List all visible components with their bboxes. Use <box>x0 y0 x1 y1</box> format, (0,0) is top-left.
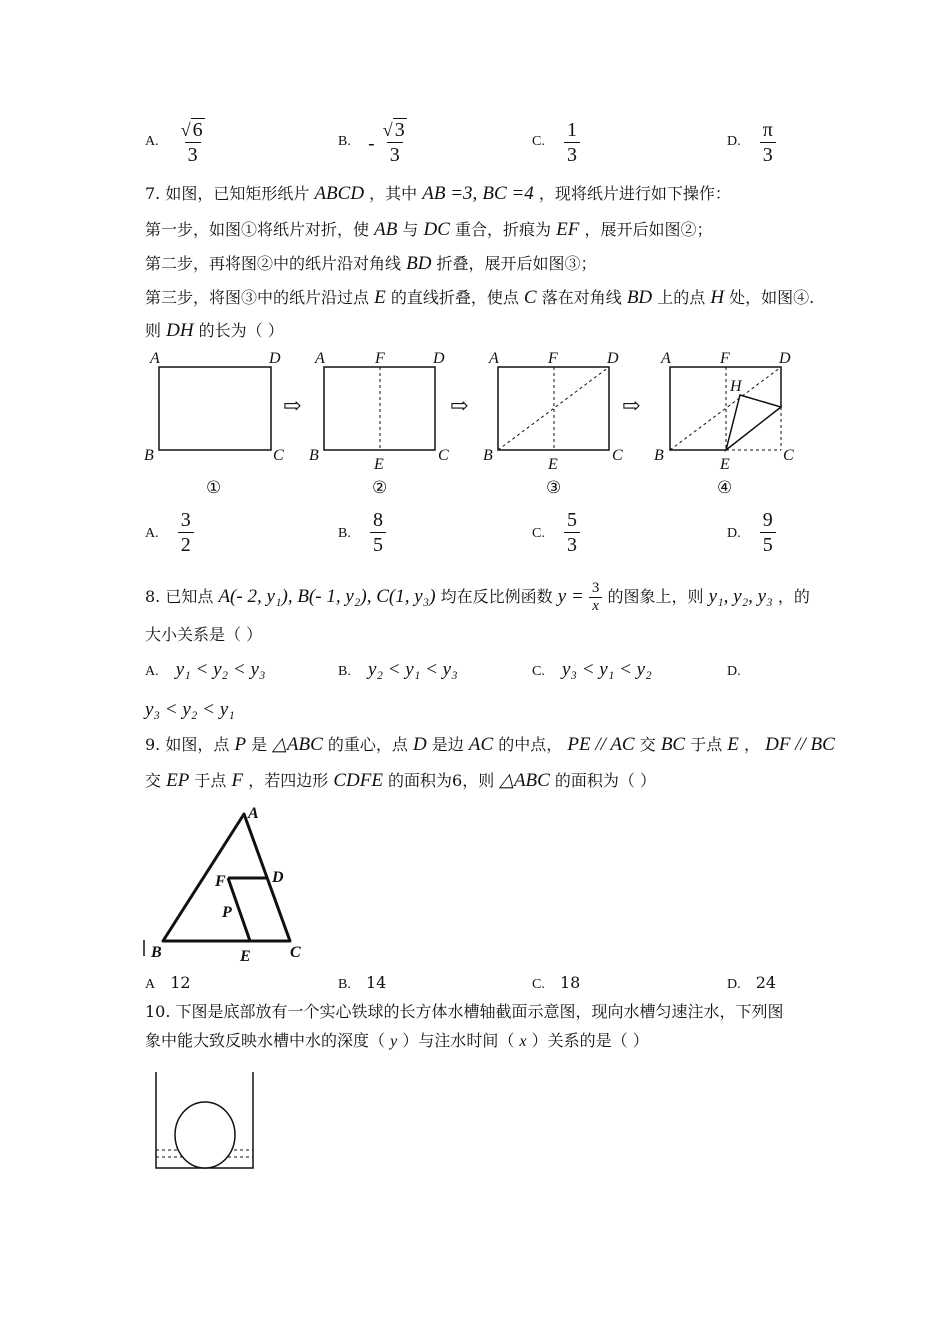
text: 第一步，如图①将纸片对折，使 <box>145 220 370 239</box>
math: D <box>412 734 427 755</box>
right-arrow-icon: ⇨ <box>283 393 302 418</box>
text: 是边 <box>431 735 464 754</box>
fraction <box>370 508 386 557</box>
label-f: F <box>215 873 226 890</box>
text: 9. 如图，点 <box>145 735 230 754</box>
label-d: D <box>433 350 445 367</box>
label-f: F <box>375 350 385 367</box>
q7-ask <box>145 320 284 342</box>
caption-1: ① <box>206 478 222 497</box>
option-letter: C. <box>532 977 545 992</box>
label-d: D <box>269 350 281 367</box>
text: ， <box>744 735 761 754</box>
text: 与 <box>402 220 419 239</box>
label-a: A <box>150 350 160 367</box>
option-value: 18 <box>559 973 581 992</box>
label-e: E <box>720 456 730 473</box>
text: 上的点 <box>657 288 706 307</box>
q8-option-b[interactable] <box>338 659 458 683</box>
label-c: C <box>290 944 301 961</box>
option-letter: B. <box>338 134 351 149</box>
fraction <box>760 508 776 557</box>
math: △ABC <box>499 770 550 791</box>
label-h: H <box>730 378 742 395</box>
label-b: B <box>309 447 319 464</box>
math: DH <box>166 320 194 341</box>
points: A(- 2, y₁), B(- 1, y₂), C(1, y₃) <box>218 586 436 607</box>
text: 于点 <box>690 735 723 754</box>
text: 7. 如图，已知矩形纸片 <box>145 184 310 203</box>
right-arrow-icon: ⇨ <box>622 393 641 418</box>
denominator: 3 <box>760 142 776 167</box>
caption-3: ③ <box>546 478 562 497</box>
fraction <box>760 118 776 167</box>
label-d: D <box>607 350 619 367</box>
q10-stem-line2 <box>145 1030 649 1053</box>
q6-option-a[interactable] <box>145 118 208 167</box>
denominator: 3 <box>185 142 201 167</box>
text: 均在反比例函数 <box>440 587 553 606</box>
math: BC =4 <box>482 183 534 204</box>
q9-stem-line2 <box>145 770 656 792</box>
q9-option-d[interactable] <box>727 972 776 996</box>
math: C <box>523 287 537 308</box>
math: EP <box>166 770 190 791</box>
q7-step3 <box>145 287 814 309</box>
q7-step1 <box>145 219 712 241</box>
q6-option-b[interactable] <box>338 118 410 167</box>
text: 是 <box>251 735 268 754</box>
math: E <box>727 734 739 755</box>
numerator: 3 <box>591 580 600 596</box>
text: ，若四边形 <box>248 771 329 790</box>
q6-option-d[interactable] <box>727 118 776 167</box>
q10-water-tank-figure <box>150 1068 260 1173</box>
text: ，的 <box>777 587 810 606</box>
option-letter: A. <box>145 134 159 149</box>
text: 的长为（ ） <box>198 321 284 340</box>
option-letter: B. <box>338 664 351 679</box>
label-e: E <box>374 456 384 473</box>
text: 的重心，点 <box>327 735 408 754</box>
option-letter: A. <box>145 664 159 679</box>
math: AB <box>374 219 398 240</box>
text: 交 <box>639 735 656 754</box>
option-letter: B. <box>338 977 351 992</box>
label-b: B <box>151 944 162 961</box>
option-letter: D. <box>727 526 741 541</box>
right-arrow-icon: ⇨ <box>450 393 469 418</box>
denominator: 3 <box>564 532 580 557</box>
option-expr: y₃ < y₁ < y₂ <box>561 659 652 680</box>
label-c: C <box>273 447 284 464</box>
text: 则 <box>145 321 162 340</box>
q7-folding-figures <box>140 345 810 500</box>
option-expr: y₂ < y₁ < y₃ <box>367 659 458 680</box>
label-c: C <box>438 447 449 464</box>
q7-option-d[interactable] <box>727 508 776 557</box>
q7-stem-line1 <box>145 183 731 205</box>
denominator: 5 <box>760 532 776 557</box>
option-value: 14 <box>365 973 387 992</box>
label-f: F <box>720 350 730 367</box>
option-letter: C. <box>532 526 545 541</box>
denominator: 2 <box>178 532 194 557</box>
text: 象中能大致反映水槽中水的深度（ <box>145 1031 386 1050</box>
label-b: B <box>144 447 154 464</box>
label-e: E <box>548 456 558 473</box>
fraction: $\frac{√ 3}{3}$ <box>382 119 405 166</box>
denominator: 5 <box>370 532 386 557</box>
q8-option-d[interactable] <box>727 659 741 683</box>
math: E <box>374 287 386 308</box>
text: 落在对角线 <box>541 288 622 307</box>
math: PE // AC <box>567 734 635 755</box>
text: ）与注水时间（ <box>402 1031 515 1050</box>
option-letter: D. <box>727 134 741 149</box>
numerator: 5 <box>566 509 577 531</box>
label-c: C <box>783 447 794 464</box>
label-a: A <box>315 350 325 367</box>
triangle-abc <box>163 814 290 941</box>
label-a: A <box>489 350 499 367</box>
text: 的中点， <box>498 735 563 754</box>
rectangle-fig1 <box>159 367 271 450</box>
option-value: 12 <box>170 973 191 992</box>
q6-option-c[interactable] <box>532 118 580 167</box>
text: 第二步，再将图②中的纸片沿对角线 <box>145 254 402 273</box>
numerator: 8 <box>372 509 383 531</box>
option-letter: D. <box>727 977 741 992</box>
label-d: D <box>272 869 284 886</box>
q7-option-b[interactable] <box>338 508 386 557</box>
label-p: P <box>222 904 232 921</box>
folded-triangle <box>726 395 781 450</box>
numerator: 9 <box>762 509 773 531</box>
text: 交 <box>145 771 162 790</box>
math: AB =3, <box>422 183 478 204</box>
label-e: E <box>240 948 251 965</box>
fraction <box>564 118 580 167</box>
math: DF // BC <box>765 734 835 755</box>
option-letter: C. <box>532 664 545 679</box>
label-c: C <box>612 447 623 464</box>
numerator: 3 <box>180 509 191 531</box>
numerator: 6 <box>192 119 203 141</box>
option-letter: B. <box>338 526 351 541</box>
math: x <box>519 1033 527 1050</box>
math: H <box>710 287 725 308</box>
fraction <box>589 580 603 615</box>
text: ，现将纸片进行如下操作： <box>538 184 731 203</box>
label-d: D <box>779 350 791 367</box>
text: 的面积为（ ） <box>554 771 657 790</box>
text: ）关系的是（ ） <box>531 1031 649 1050</box>
q9-option-a[interactable] <box>145 972 191 996</box>
option-letter: A <box>145 977 156 992</box>
math: BC <box>660 734 686 755</box>
math: EF <box>556 219 580 240</box>
label-b: B <box>654 447 664 464</box>
q8-stem-line2: 大小关系是（ ） <box>145 625 263 644</box>
q9-triangle-figure <box>140 800 320 970</box>
q8-stem-line1 <box>145 580 810 615</box>
text: ，其中 <box>369 184 418 203</box>
text: ，展开后如图②； <box>584 220 713 239</box>
fraction <box>178 508 194 557</box>
option-letter: C. <box>532 134 545 149</box>
label-a: A <box>661 350 671 367</box>
iron-ball <box>175 1102 235 1168</box>
caption-2: ② <box>372 478 388 497</box>
text: 于点 <box>194 771 227 790</box>
text: 第三步，将图③中的纸片沿过点 <box>145 288 370 307</box>
math: y = <box>557 586 584 607</box>
math: △ABC <box>272 734 323 755</box>
label-b: B <box>483 447 493 464</box>
numerator: 3 <box>394 119 405 141</box>
q7-option-c[interactable] <box>532 508 580 557</box>
text: 的直线折叠，使点 <box>390 288 519 307</box>
caption-4: ④ <box>717 478 733 497</box>
q9-option-c[interactable] <box>532 972 580 996</box>
text: 的面积为6，则 <box>388 771 495 790</box>
q9-option-b[interactable] <box>338 972 386 996</box>
math: BD <box>626 287 653 308</box>
q8-option-c[interactable] <box>532 659 652 683</box>
math: BD <box>406 253 432 274</box>
label-a: A <box>248 805 259 822</box>
option-expr: y₁ < y₂ < y₃ <box>175 659 266 680</box>
math: P <box>234 734 247 755</box>
denominator: 3 <box>564 142 580 167</box>
math: DC <box>423 219 450 240</box>
math: AC <box>468 734 494 755</box>
q10-stem-line1: 10. 下图是底部放有一个实心铁球的长方体水槽轴截面示意图，现向水槽匀速注水，下列图 <box>145 1002 784 1021</box>
text: 折叠，展开后如图③； <box>436 254 597 273</box>
math: y <box>390 1033 398 1050</box>
q7-step2 <box>145 253 597 275</box>
q8-option-d-expr[interactable] <box>145 699 235 721</box>
q9-stem-line1 <box>145 734 835 756</box>
label-f: F <box>548 350 558 367</box>
text: 处，如图④. <box>729 288 815 307</box>
math: y₁, y₂, y₃ <box>708 586 773 607</box>
fraction: $\frac{√ 6}{3}$ <box>180 119 203 166</box>
option-value: 24 <box>755 973 777 992</box>
text: 8. 已知点 <box>145 587 214 606</box>
option-letter: A. <box>145 526 159 541</box>
minus-sign: - <box>367 130 375 155</box>
denominator: 3 <box>387 142 403 167</box>
option-letter: D. <box>727 664 741 679</box>
q7-option-a[interactable] <box>145 508 194 557</box>
text: 重合，折痕为 <box>455 220 552 239</box>
option-expr: y₃ < y₂ < y₁ <box>145 699 235 720</box>
math: F <box>231 770 244 791</box>
math: ABCD <box>314 183 365 204</box>
math: CDFE <box>333 770 383 791</box>
text: 的图象上，则 <box>607 587 704 606</box>
numerator: π <box>762 119 773 141</box>
fraction <box>564 508 580 557</box>
denominator: x <box>589 597 602 615</box>
numerator: 1 <box>566 119 577 141</box>
q8-option-a[interactable] <box>145 659 265 683</box>
